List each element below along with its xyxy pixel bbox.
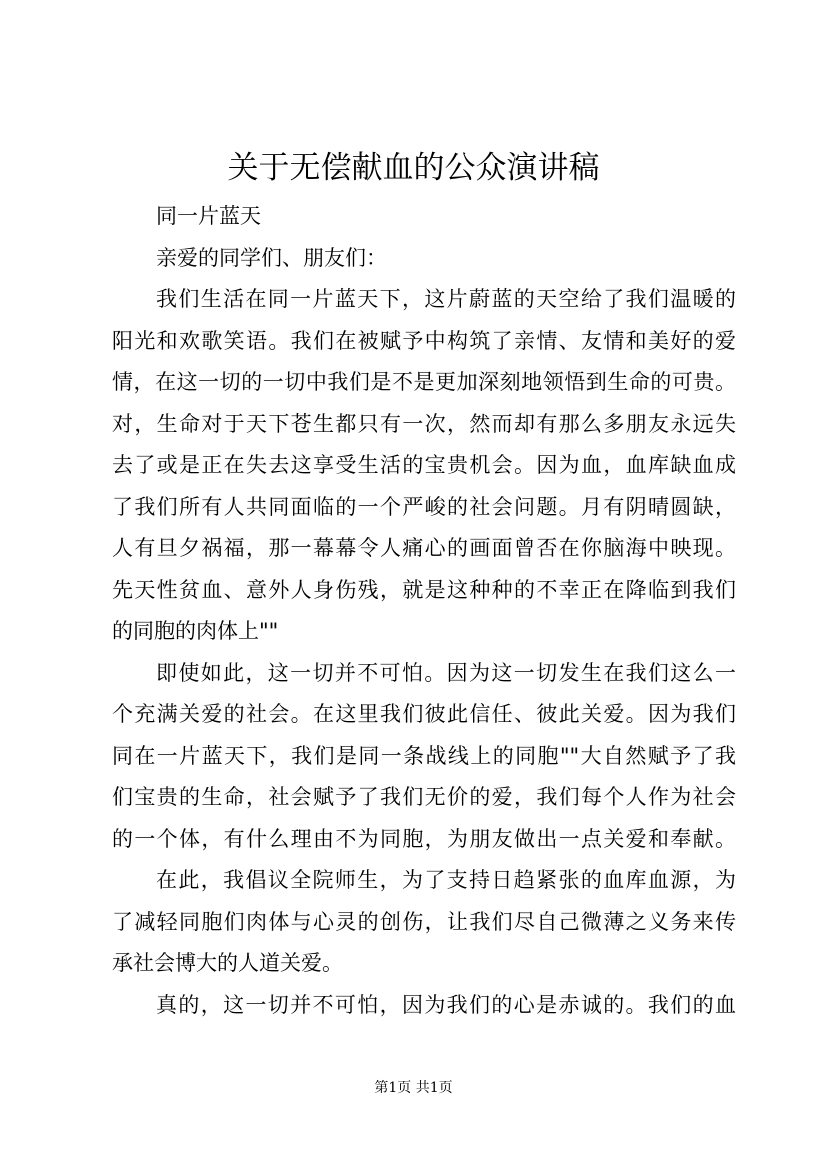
- paragraph-line: 先天性贫血、意外人身伤残，就是这种种的不幸正在降临到我们: [112, 577, 736, 602]
- paragraph-line: 我们生活在同一片蓝天下，这片蔚蓝的天空给了我们温暖的: [156, 287, 736, 311]
- paragraph-line: 了减轻同胞们肉体与心灵的创伤，让我们尽自己微薄之义务来传: [112, 909, 736, 934]
- paragraph-line: 了我们所有人共同面临的一个严峻的社会问题。月有阴晴圆缺，: [112, 494, 736, 519]
- paragraph-line: 阳光和欢歌笑语。我们在被赋予中构筑了亲情、友情和美好的爱: [112, 328, 736, 353]
- paragraph-line: 人有旦夕祸福，那一幕幕令人痛心的画面曾否在你脑海中映现。: [112, 536, 736, 560]
- paragraph-line: 在此，我倡议全院师生，为了支持日趋紧张的血库血源，为: [156, 868, 736, 892]
- paragraph-line: 们宝贵的生命，社会赋予了我们无价的爱，我们每个人作为社会: [112, 785, 736, 809]
- paragraph-line: 承社会博大的人道关爱。: [112, 951, 343, 975]
- paragraph-line: 同在一片蓝天下，我们是同一条战线上的同胞""大自然赋予了我: [112, 743, 736, 768]
- subtitle-line: 同一片蓝天: [156, 204, 261, 228]
- document-title: 关于无偿献血的公众演讲稿: [227, 150, 600, 186]
- document-body: [112, 196, 736, 1026]
- paragraph-line: 情，在这一切的一切中我们是不是更加深刻地领悟到生命的可贵。: [112, 370, 736, 394]
- paragraph-line: 的同胞的肉体上"": [112, 619, 279, 643]
- paragraph-line: 个充满关爱的社会。在这里我们彼此信任、彼此关爱。因为我们: [112, 702, 736, 726]
- page-number-footer: 第1页 共1页: [374, 1080, 453, 1096]
- paragraph-line: 的一个体，有什么理由不为同胞，为朋友做出一点关爱和奉献。: [112, 826, 736, 851]
- paragraph-line: 去了或是正在失去这享受生活的宝贵机会。因为血，血库缺血成: [112, 453, 736, 477]
- paragraph-line: 真的，这一切并不可怕，因为我们的心是赤诚的。我们的血: [156, 992, 736, 1017]
- paragraph-line: 对，生命对于天下苍生都只有一次，然而却有那么多朋友永远失: [112, 411, 736, 436]
- paragraph-line: 即使如此，这一切并不可怕。因为这一切发生在我们这么一: [156, 660, 736, 685]
- salutation-line: 亲爱的同学们、朋友们：: [156, 245, 387, 270]
